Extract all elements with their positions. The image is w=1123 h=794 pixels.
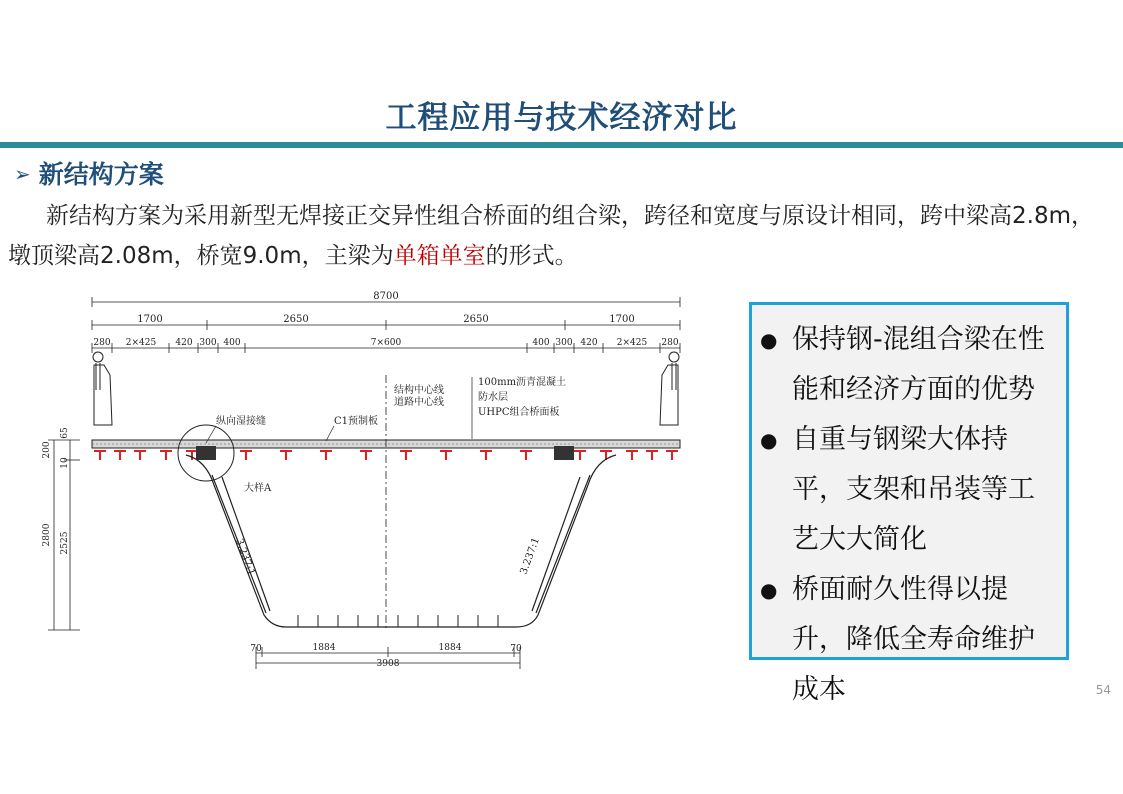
dim-bottom-4: 70 — [510, 644, 522, 654]
label-layer-1: 100mm沥青混凝土 — [478, 377, 567, 388]
label-slope-right: 3.237:1 — [518, 536, 542, 577]
dim-bottom-3: 1884 — [438, 643, 462, 653]
dim-row3-r5: 280 — [661, 338, 679, 348]
label-precast: C1预制板 — [334, 416, 379, 427]
dim-left-2800: 2800 — [42, 523, 52, 547]
slide-title: 工程应用与技术经济对比 — [385, 100, 738, 136]
dim-row3-l1: 280 — [93, 338, 111, 348]
dim-bottom-total: 3908 — [376, 659, 400, 669]
bullet-dot-icon: ● — [760, 428, 778, 452]
paragraph-text-2: 的形式。 — [485, 243, 578, 269]
dim-left-2525: 2525 — [60, 531, 70, 555]
label-centerline-1: 结构中心线 — [394, 385, 444, 396]
dim-left-200: 200 — [42, 441, 52, 459]
page-number: 54 — [1095, 683, 1111, 697]
dim-row2-3: 2650 — [463, 314, 489, 325]
bullet-dot-icon: ● — [760, 578, 778, 602]
dim-bottom-2: 1884 — [312, 643, 336, 653]
dim-row3-l4: 300 — [199, 338, 217, 348]
label-layer-3: UHPC组合桥面板 — [478, 407, 560, 418]
cross-section-drawing — [36, 285, 696, 680]
label-layer-2: 防水层 — [478, 392, 508, 403]
bullet-text-2: 自重与钢梁大体持平，支架和吊装等工艺大大简化 — [792, 424, 1035, 555]
dim-row3-r2: 300 — [555, 338, 573, 348]
dim-row2-1: 1700 — [137, 314, 163, 325]
dim-row3-r3: 420 — [580, 338, 598, 348]
section-heading — [14, 155, 164, 191]
dim-bottom-1: 70 — [250, 644, 262, 654]
dim-row2-4: 1700 — [609, 314, 635, 325]
title-divider — [0, 142, 1123, 148]
label-centerline-2: 道路中心线 — [394, 397, 444, 408]
dim-left-65: 65 — [60, 427, 70, 439]
dim-row3-r1: 400 — [532, 338, 550, 348]
bullet-item — [760, 415, 1056, 565]
dim-row3-l5: 400 — [223, 338, 241, 348]
dim-row3-mid: 7×600 — [370, 338, 402, 348]
bullet-item — [760, 315, 1056, 415]
advantages-box — [749, 302, 1069, 705]
dim-left-10: 10 — [60, 457, 70, 469]
bullet-text-3: 桥面耐久性得以提升，降低全寿命维护成本 — [792, 574, 1035, 705]
bullet-item — [760, 565, 1056, 715]
section-heading-text: 新结构方案 — [38, 160, 164, 189]
bullet-dot-icon: ● — [760, 328, 778, 352]
paragraph-highlight: 单箱单室 — [393, 243, 486, 269]
paragraph-text-1: 新结构方案为采用新型无焊接正交异性组合桥面的组合梁，跨径和宽度与原设计相同，跨中梁高2.8m，墩顶梁高2.08m，桥宽9.0m，主梁为 — [8, 203, 1094, 269]
dim-row2-2: 2650 — [283, 314, 309, 325]
label-slope-left: 3.237:1 — [233, 537, 257, 578]
description-paragraph — [8, 196, 1113, 276]
arrow-bullet-icon: ➢ — [14, 162, 31, 186]
dim-row3-r4: 2×425 — [616, 338, 648, 348]
dim-total: 8700 — [373, 291, 399, 302]
dim-row3-l2: 2×425 — [125, 338, 157, 348]
label-detail: 大样A — [244, 483, 272, 494]
bullet-text-1: 保持钢-混组合梁在性能和经济方面的优势 — [792, 324, 1045, 405]
dim-row3-l3: 420 — [175, 338, 193, 348]
label-wet-joint: 纵向湿接缝 — [216, 416, 266, 427]
